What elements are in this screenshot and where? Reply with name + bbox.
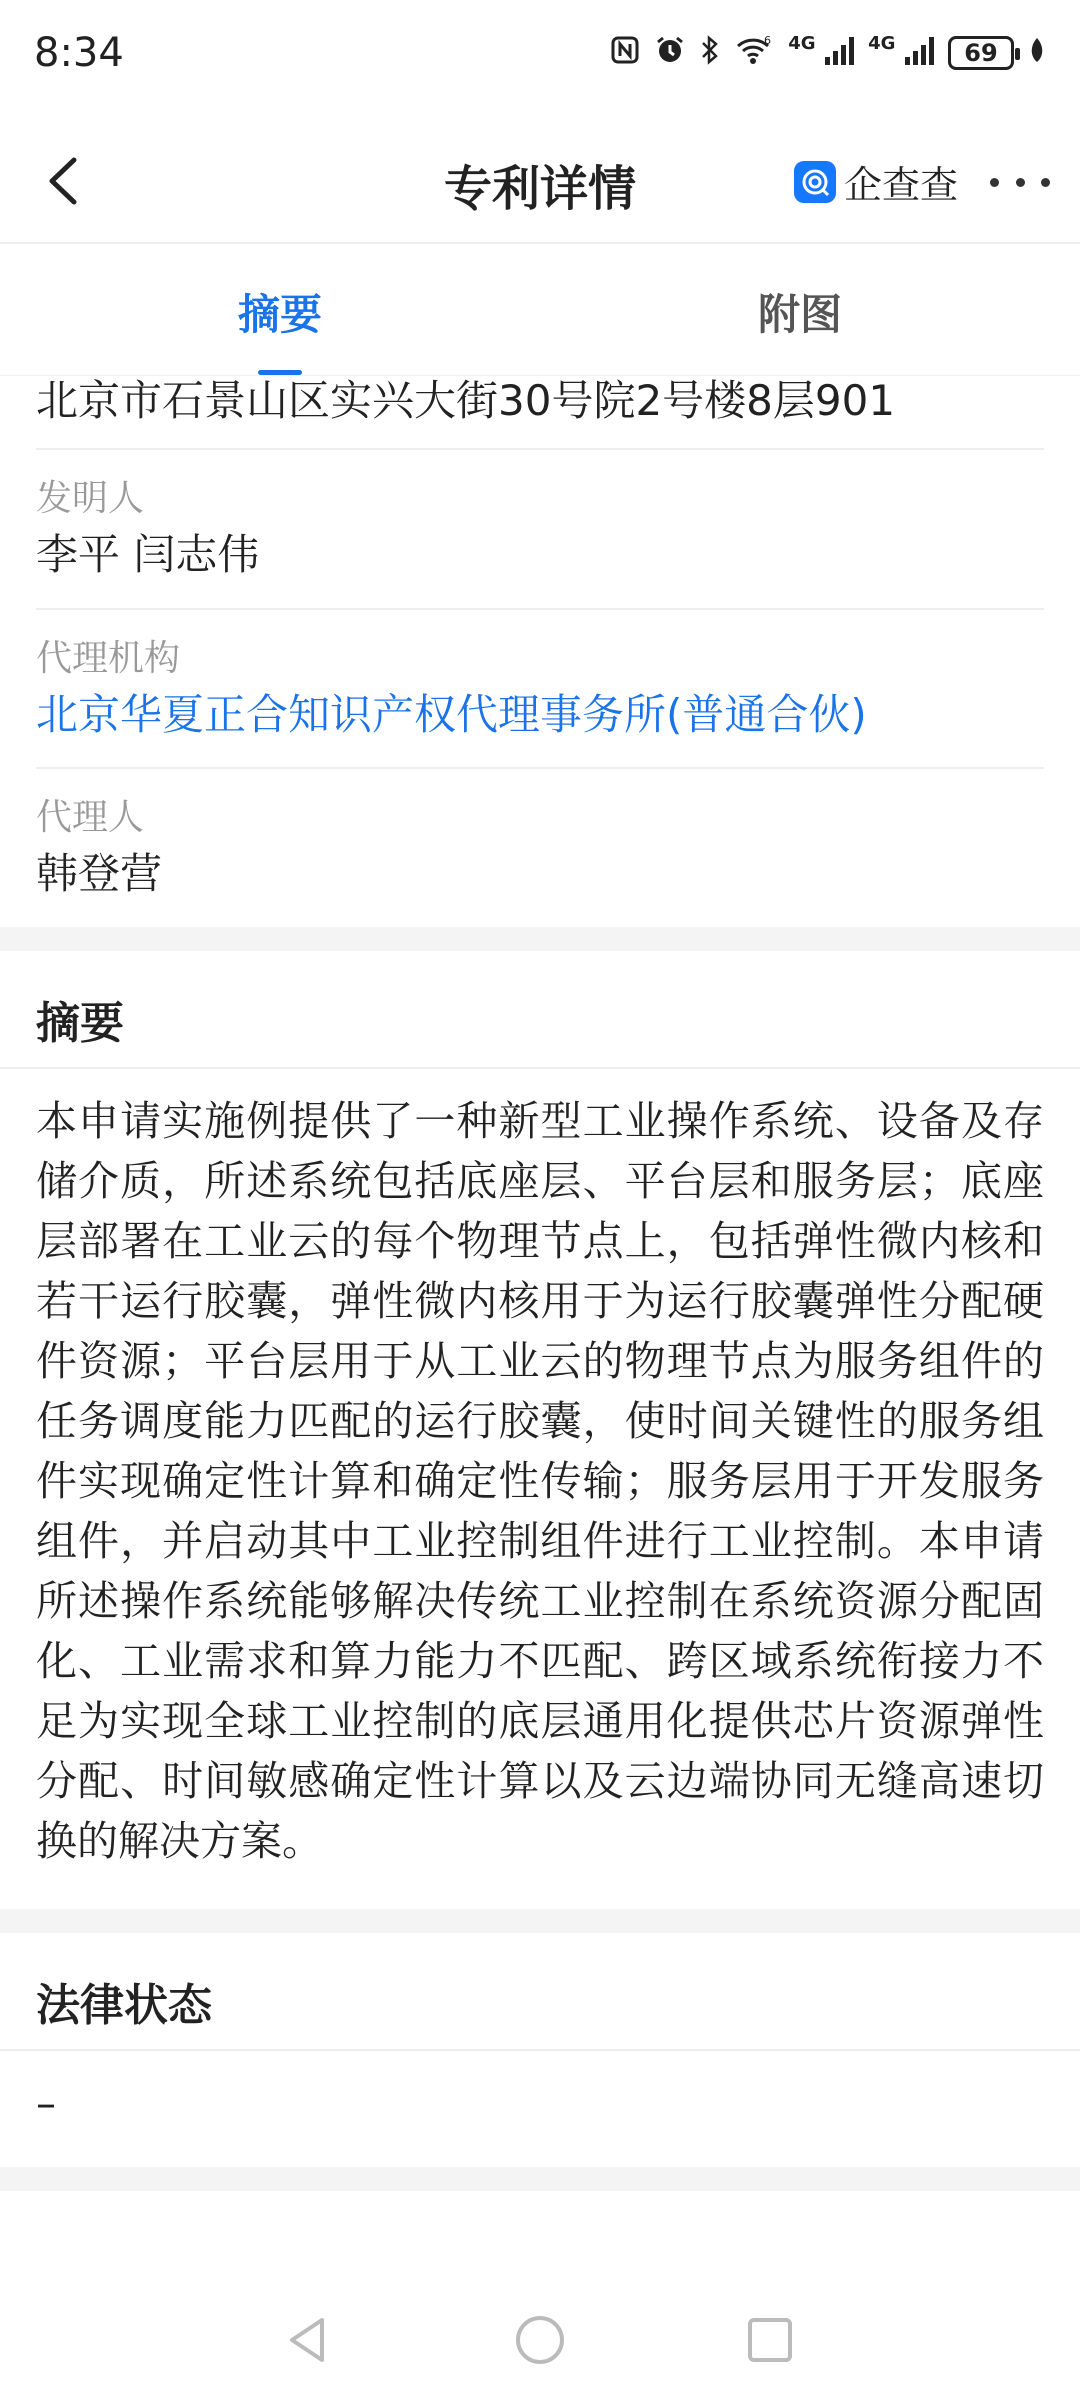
page-title: 专利详情 <box>443 161 636 217</box>
nav-recent-button[interactable] <box>740 2310 800 2370</box>
nfc-icon <box>610 35 640 71</box>
section-divider <box>0 927 1080 951</box>
bluetooth-icon <box>700 34 720 72</box>
inventor-label: 发明人 <box>36 478 145 520</box>
brand-link[interactable] <box>794 154 958 209</box>
agency-link[interactable]: 北京华夏正合知识产权代理事务所(普通合伙) <box>36 689 867 739</box>
legal-status-section-header <box>0 1933 1080 2051</box>
abstract-text: 本申请实施例提供了一种新型工业操作系统、设备及存储介质，所述系统包括底座层、平台层和服务层；底座层部署在工业云的每个物理节点上，包括弹性微内核和若干运行胶囊，弹性微内核用于为运行胶囊弹性分配硬件资源；平台层用于从工业云的物理节点为服务组件的任务调度能力匹配的运行胶囊，使时间关键性的服务组件实现确定性计算和确定性传输；服务层用于开发服务组件，并启动其中工业控制组件进行工业控制。本申请所述操作系统能够解决传统工业控制在系统资源分配固化、工业需求和算力能力不匹配、跨区域系统衔接力不足为实现全球工业控制的底层通用化提供芯片资源弹性分配、时间敏感确定性计算以及云边端协同无缝高速切换的解决方案。 <box>36 1096 1044 1865</box>
circle-home-icon <box>510 2310 570 2370</box>
agency-field <box>36 610 1044 769</box>
nav-home-button[interactable] <box>510 2310 570 2370</box>
inventor-field <box>36 450 1044 609</box>
address-field <box>36 376 1044 450</box>
more-dot <box>1041 178 1050 187</box>
status-time: 8:34 <box>34 30 124 76</box>
cellular-signal-1-icon <box>788 35 854 71</box>
abstract-title: 摘要 <box>36 997 124 1049</box>
system-navigation-bar <box>0 2280 1080 2400</box>
app-header <box>0 118 1080 244</box>
agency-label: 代理机构 <box>36 637 181 679</box>
triangle-back-icon <box>278 2310 338 2370</box>
tab-summary[interactable]: 摘要 <box>237 290 322 339</box>
alarm-icon <box>654 34 686 72</box>
inventor-value: 李平 闫志伟 <box>36 530 260 580</box>
square-recent-icon <box>740 2310 800 2370</box>
more-options-button[interactable] <box>990 162 1050 202</box>
status-icons <box>610 34 1046 72</box>
cellular-signal-2-icon <box>868 35 934 71</box>
tab-figures[interactable]: 附图 <box>757 290 842 339</box>
active-tab-indicator <box>258 370 302 375</box>
brand-name: 企查查 <box>844 163 959 207</box>
wifi-icon <box>734 34 774 72</box>
section-divider <box>0 2167 1080 2191</box>
network-type-2: 4G <box>868 33 896 54</box>
legal-status-value: – <box>36 2080 56 2127</box>
legal-status-title: 法律状态 <box>36 1979 212 2031</box>
agent-field <box>36 769 1044 926</box>
battery-indicator: 69 <box>948 36 1014 70</box>
network-type-1: 4G <box>788 33 816 54</box>
abstract-section-header <box>0 951 1080 1069</box>
leaf-icon <box>1028 36 1046 70</box>
qichacha-logo-icon <box>794 161 836 203</box>
svg-text:6: 6 <box>764 34 772 47</box>
section-divider <box>0 1909 1080 1933</box>
agent-label: 代理人 <box>36 797 145 839</box>
nav-back-button[interactable] <box>278 2310 338 2370</box>
content-area <box>0 376 1080 2191</box>
agent-value: 韩登营 <box>36 849 163 899</box>
status-bar <box>0 0 1080 118</box>
more-dots-icon <box>990 178 999 187</box>
tab-bar <box>0 244 1080 376</box>
address-value: 北京市石景山区实兴大街30号院2号楼8层901 <box>36 376 896 425</box>
more-dot <box>1016 178 1025 187</box>
